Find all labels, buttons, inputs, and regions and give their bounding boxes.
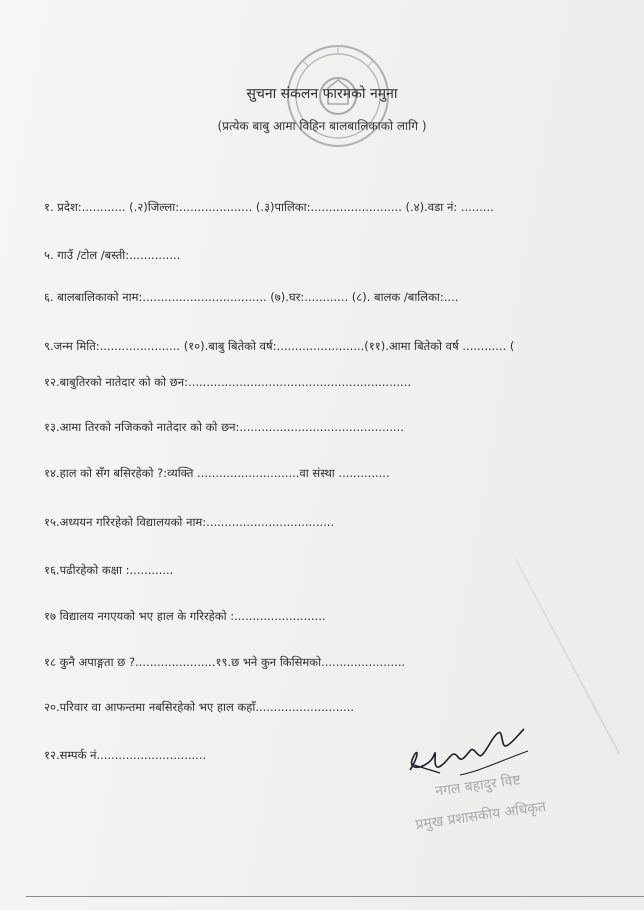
field-line-grade: १६.पढीरहेको कक्षा :............	[44, 563, 174, 577]
field-line-contact-number: १२.सम्पर्क नं..............................	[44, 748, 207, 762]
officer-stamp	[405, 770, 605, 850]
field-line-school-name: १५.अध्ययन गरिरहेको विद्यालयको नाम:...................................	[44, 515, 335, 529]
field-line-not-in-school: १७ विद्यालय नगएयको भए हाल के गरिरहेको :.........................	[44, 609, 326, 623]
stamp-officer-title: प्रमुख प्रशासकीय अधिकृत	[414, 798, 547, 834]
field-line-province: १. प्रदेश:............ (.२)जिल्ला:.................... (.३)पालिका:......................... (.४).वडा नं: .........	[44, 200, 494, 214]
page-bottom-rule	[26, 896, 644, 897]
field-line-paternal-relatives: १२.बाबुतिरको नातेदार को को छन:.............................................................	[44, 375, 412, 389]
field-line-current-residence: २०.परिवार वा आफन्तमा नबसिरहेको भए हाल कहाँ...........................	[44, 700, 355, 714]
form-subtitle: (प्रत्येक बाबु आमा विहिन बालबालिकाको लागि )	[217, 119, 427, 133]
field-line-birthdate: ९.जन्म मिति:...................... (१०).बाबु बितेको वर्ष:........................(११).आमा बितेको वर्ष ............ (	[44, 339, 515, 353]
field-line-child-name: ६. बालबालिकाको नाम:.................................. (७).घर:............ (८). बालक /बालिका:....	[44, 290, 459, 304]
field-line-current-guardian: १४.हाल को सँग बसिरहेको ?:व्यक्ति ............................वा संस्था ..............	[44, 466, 390, 480]
stamp-officer-name: नगल बहादुर विष्ट	[434, 772, 522, 800]
field-line-disability: १८ कुनै अपाङ्गता छ ?......................१९.छ भने कुन किसिमको.......................	[44, 655, 406, 669]
field-line-maternal-relatives: १३.आमा तिरको नजिकको नातेदार को को छन:.............................................	[44, 420, 404, 434]
field-line-village: ५. गाउँ /टोल /बस्ती:..............	[44, 248, 181, 262]
form-title: सुचना संकलन फारमको नमुना	[246, 86, 398, 102]
